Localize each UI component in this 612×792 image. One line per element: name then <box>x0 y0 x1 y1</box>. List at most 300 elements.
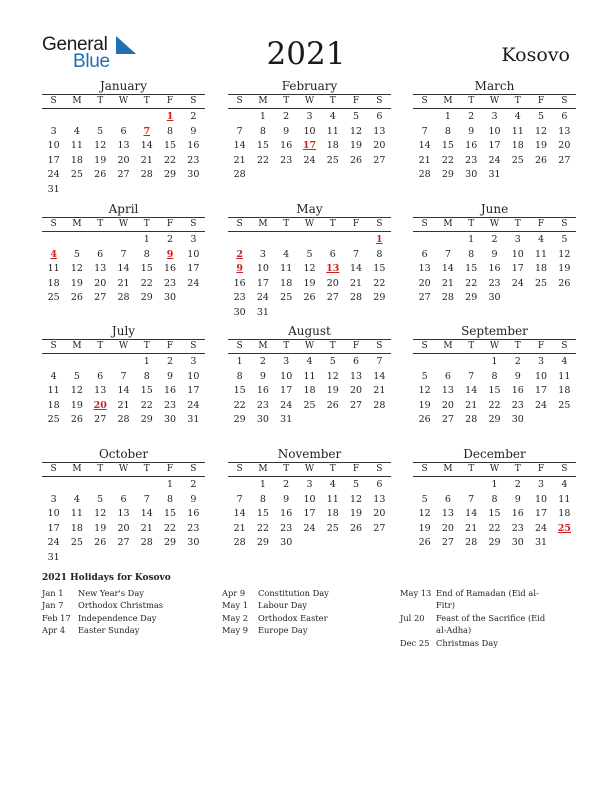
day-empty <box>228 110 251 125</box>
holiday-date: Jul 20 <box>400 612 425 623</box>
weekday-label: T <box>329 96 336 106</box>
day-grid <box>413 354 576 428</box>
holiday-item <box>222 599 392 611</box>
day-cell: 28 <box>350 292 363 304</box>
day-cell: 27 <box>117 537 130 549</box>
holiday-name: Labour Day <box>258 600 307 611</box>
day-cell: 15 <box>488 385 501 397</box>
day-cell: 24 <box>280 399 293 411</box>
day-cell: 5 <box>353 111 360 122</box>
day-cell: 25 <box>558 399 571 411</box>
day-cell: 2 <box>190 479 197 490</box>
day-cell: 13 <box>441 508 454 520</box>
day-cell: 9 <box>514 370 521 382</box>
day-cell: 14 <box>117 263 130 275</box>
weekday-label: W <box>489 96 500 106</box>
day-cell: 13 <box>350 370 363 382</box>
day-cell: 16 <box>465 140 478 152</box>
day-cell: 7 <box>421 125 428 137</box>
day-cell: 10 <box>256 263 269 275</box>
day-cell: 10 <box>47 508 60 520</box>
day-cell: 1 <box>143 356 150 367</box>
day-grid <box>42 232 205 306</box>
holiday-name: Europe Day <box>258 625 308 636</box>
day-cell: 22 <box>140 399 153 411</box>
day-cell: 18 <box>70 522 83 534</box>
holiday-list <box>42 573 582 648</box>
day-cell: 30 <box>280 537 293 549</box>
day-cell: 20 <box>373 508 386 520</box>
day-cell: 6 <box>329 248 336 260</box>
day-cell: 30 <box>164 292 177 304</box>
weekday-label: S <box>421 96 428 106</box>
day-cell: 30 <box>187 169 200 181</box>
weekday-label: T <box>283 219 290 229</box>
weekday-label: T <box>143 96 150 106</box>
day-cell: 2 <box>283 479 290 490</box>
day-cell: 28 <box>373 399 386 411</box>
day-cell: 6 <box>97 248 104 260</box>
day-cell: 29 <box>140 414 153 426</box>
holiday-item <box>400 612 550 637</box>
day-cell: 16 <box>164 385 177 397</box>
month-june <box>413 202 576 306</box>
day-cell: 15 <box>256 140 269 152</box>
weekday-header <box>228 95 391 109</box>
day-empty <box>436 478 459 493</box>
day-cell: 30 <box>511 537 524 549</box>
day-cell: 20 <box>94 277 107 289</box>
day-cell: 18 <box>303 385 316 397</box>
holiday-item <box>222 587 392 599</box>
day-cell: 13 <box>373 493 386 505</box>
day-cell: 18 <box>558 385 571 397</box>
day-empty <box>65 355 88 370</box>
day-cell: 2 <box>514 479 521 490</box>
weekday-label: F <box>537 464 545 474</box>
day-cell: 21 <box>233 154 246 166</box>
holiday-column <box>222 587 392 637</box>
day-cell: 18 <box>326 140 339 152</box>
day-cell: 24 <box>256 292 269 304</box>
day-cell: 5 <box>421 493 428 505</box>
weekday-label: T <box>283 96 290 106</box>
day-cell: 30 <box>256 414 269 426</box>
weekday-label: W <box>489 219 500 229</box>
day-cell: 29 <box>164 169 177 181</box>
day-cell: 28 <box>117 292 130 304</box>
weekday-label: S <box>561 341 568 351</box>
day-cell: 7 <box>236 125 243 137</box>
day-cell: 15 <box>233 385 246 397</box>
day-cell: 17 <box>187 263 200 275</box>
weekday-label: W <box>118 341 129 351</box>
day-cell: 7 <box>444 248 451 260</box>
weekday-header <box>228 218 391 232</box>
day-cell: 19 <box>535 140 548 152</box>
day-cell: 7 <box>353 248 360 260</box>
day-cell: 26 <box>94 169 107 181</box>
holiday-date: Jan 1 <box>42 588 64 598</box>
day-cell: 24 <box>187 399 200 411</box>
weekday-label: S <box>376 464 383 474</box>
day-cell: 19 <box>303 277 316 289</box>
weekday-label: F <box>352 219 360 229</box>
holiday-date: Dec 25 <box>400 637 430 648</box>
month-november <box>228 447 391 551</box>
day-cell: 1 <box>167 479 174 490</box>
weekday-header <box>228 463 391 477</box>
day-cell: 17 <box>488 140 501 152</box>
weekday-label: S <box>236 464 243 474</box>
holiday-item <box>42 599 212 611</box>
weekday-label: T <box>143 219 150 229</box>
day-cell: 27 <box>373 522 386 534</box>
day-cell: 10 <box>488 125 501 137</box>
day-cell: 28 <box>233 537 246 549</box>
logo-general-text: General <box>42 34 108 55</box>
weekday-label: T <box>514 464 521 474</box>
weekday-label: F <box>537 341 545 351</box>
day-grid <box>228 477 391 551</box>
holiday-item <box>42 612 212 624</box>
day-cell: 16 <box>488 263 501 275</box>
holiday-name: Orthodox Christmas <box>78 600 164 611</box>
weekday-label: T <box>97 219 104 229</box>
country-name: Kosovo <box>501 44 570 66</box>
day-cell: 5 <box>306 248 313 260</box>
weekday-label: F <box>537 96 545 106</box>
day-cell: 14 <box>465 385 478 397</box>
day-cell: 30 <box>164 414 177 426</box>
day-cell: 15 <box>164 508 177 520</box>
day-grid <box>42 109 205 198</box>
weekday-label: M <box>443 96 453 106</box>
day-cell: 5 <box>538 111 545 122</box>
weekday-label: M <box>443 464 453 474</box>
day-cell: 15 <box>373 263 386 275</box>
weekday-label: F <box>166 96 174 106</box>
weekday-label: S <box>190 96 197 106</box>
day-cell: 9 <box>468 125 475 137</box>
day-empty <box>228 233 251 248</box>
day-empty <box>112 355 135 370</box>
day-cell: 4 <box>306 356 313 367</box>
weekday-label: M <box>258 464 268 474</box>
day-empty <box>275 233 298 248</box>
day-cell: 12 <box>558 248 571 260</box>
day-cell: 28 <box>117 414 130 426</box>
day-cell: 11 <box>47 263 60 275</box>
day-cell: 25 <box>535 277 548 289</box>
day-cell: 10 <box>511 248 524 260</box>
day-cell: 2 <box>167 234 174 245</box>
day-cell: 9 <box>167 370 174 382</box>
day-cell: 5 <box>353 479 360 490</box>
weekday-label: T <box>283 341 290 351</box>
day-cell: 24 <box>303 522 316 534</box>
holiday-day: 1 <box>166 111 174 122</box>
day-cell: 30 <box>511 414 524 426</box>
day-grid <box>228 109 391 183</box>
day-cell: 19 <box>558 263 571 275</box>
weekday-label: T <box>468 341 475 351</box>
day-cell: 30 <box>488 292 501 304</box>
day-empty <box>42 110 65 125</box>
day-cell: 4 <box>561 479 568 490</box>
day-cell: 15 <box>488 508 501 520</box>
day-cell: 18 <box>47 277 60 289</box>
day-cell: 31 <box>187 414 200 426</box>
weekday-label: S <box>421 341 428 351</box>
day-cell: 13 <box>94 385 107 397</box>
weekday-label: S <box>50 341 57 351</box>
day-cell: 13 <box>373 125 386 137</box>
day-cell: 2 <box>259 356 266 367</box>
day-cell: 18 <box>511 140 524 152</box>
day-cell: 13 <box>94 263 107 275</box>
day-cell: 3 <box>50 125 57 137</box>
weekday-label: T <box>468 96 475 106</box>
day-cell: 2 <box>468 111 475 122</box>
day-cell: 7 <box>236 493 243 505</box>
holiday-column <box>400 587 550 649</box>
day-empty <box>89 233 112 248</box>
day-cell: 12 <box>535 125 548 137</box>
holiday-day: 13 <box>326 263 340 275</box>
day-cell: 2 <box>491 234 498 245</box>
day-cell: 13 <box>117 508 130 520</box>
day-cell: 31 <box>47 551 60 563</box>
day-empty <box>89 478 112 493</box>
day-cell: 10 <box>535 493 548 505</box>
day-cell: 18 <box>280 277 293 289</box>
day-cell: 21 <box>233 522 246 534</box>
day-cell: 24 <box>511 277 524 289</box>
day-cell: 10 <box>187 248 200 260</box>
day-cell: 23 <box>256 399 269 411</box>
day-cell: 25 <box>47 414 60 426</box>
day-empty <box>413 233 436 248</box>
day-cell: 27 <box>441 414 454 426</box>
day-cell: 2 <box>190 111 197 122</box>
weekday-header <box>413 95 576 109</box>
month-title: October <box>42 447 205 463</box>
weekday-label: W <box>304 341 315 351</box>
day-cell: 22 <box>488 522 501 534</box>
holiday-list-title: 2021 Holidays for Kosovo <box>42 573 171 583</box>
day-cell: 30 <box>233 306 246 318</box>
day-cell: 13 <box>418 263 431 275</box>
month-title: September <box>413 324 576 340</box>
day-empty <box>413 355 436 370</box>
weekday-label: M <box>258 96 268 106</box>
day-cell: 15 <box>140 263 153 275</box>
day-cell: 12 <box>350 125 363 137</box>
day-cell: 28 <box>233 169 246 181</box>
day-cell: 25 <box>303 399 316 411</box>
day-cell: 19 <box>418 399 431 411</box>
day-cell: 12 <box>418 508 431 520</box>
day-cell: 5 <box>97 493 104 505</box>
day-empty <box>42 233 65 248</box>
weekday-label: S <box>190 341 197 351</box>
day-cell: 1 <box>491 356 498 367</box>
month-title: August <box>228 324 391 340</box>
day-cell: 10 <box>187 370 200 382</box>
day-cell: 11 <box>558 370 571 382</box>
day-cell: 25 <box>326 522 339 534</box>
weekday-label: M <box>258 341 268 351</box>
holiday-name: Constitution Day <box>258 588 329 598</box>
weekday-label: S <box>376 96 383 106</box>
day-cell: 29 <box>164 537 177 549</box>
weekday-label: F <box>166 341 174 351</box>
holiday-date: Apr 4 <box>42 625 66 636</box>
day-cell: 29 <box>373 292 386 304</box>
day-cell: 23 <box>280 154 293 166</box>
day-cell: 28 <box>140 537 153 549</box>
weekday-label: M <box>72 219 82 229</box>
day-cell: 6 <box>353 356 360 367</box>
weekday-label: W <box>118 96 129 106</box>
weekday-label: T <box>514 341 521 351</box>
day-cell: 13 <box>441 385 454 397</box>
day-cell: 15 <box>465 263 478 275</box>
day-cell: 12 <box>350 493 363 505</box>
day-empty <box>413 478 436 493</box>
month-may <box>228 202 391 321</box>
weekday-header <box>42 463 205 477</box>
day-cell: 22 <box>164 154 177 166</box>
day-cell: 3 <box>50 493 57 505</box>
day-cell: 9 <box>259 370 266 382</box>
day-cell: 23 <box>280 522 293 534</box>
day-cell: 28 <box>465 414 478 426</box>
day-cell: 13 <box>558 125 571 137</box>
day-cell: 11 <box>326 125 339 137</box>
day-cell: 23 <box>511 399 524 411</box>
day-cell: 21 <box>140 522 153 534</box>
day-cell: 5 <box>421 370 428 382</box>
holiday-day: 7 <box>143 125 151 137</box>
month-title: June <box>413 202 576 218</box>
weekday-label: S <box>561 96 568 106</box>
day-cell: 5 <box>97 125 104 137</box>
day-cell: 27 <box>441 537 454 549</box>
weekday-label: T <box>514 96 521 106</box>
day-cell: 23 <box>511 522 524 534</box>
holiday-date: May 2 <box>222 612 249 623</box>
month-october <box>42 447 205 566</box>
day-cell: 9 <box>190 125 197 137</box>
day-cell: 6 <box>561 111 568 122</box>
day-cell: 23 <box>164 277 177 289</box>
day-cell: 16 <box>256 385 269 397</box>
day-grid <box>42 354 205 428</box>
day-empty <box>413 110 436 125</box>
day-cell: 3 <box>283 356 290 367</box>
holiday-name: New Year's Day <box>78 588 144 598</box>
day-cell: 27 <box>350 399 363 411</box>
day-cell: 3 <box>491 111 498 122</box>
day-cell: 25 <box>511 154 524 166</box>
holiday-day: 9 <box>236 263 243 275</box>
day-cell: 26 <box>303 292 316 304</box>
day-cell: 19 <box>418 522 431 534</box>
day-cell: 16 <box>187 508 200 520</box>
day-cell: 23 <box>233 292 246 304</box>
day-cell: 11 <box>326 493 339 505</box>
day-cell: 27 <box>94 292 107 304</box>
weekday-label: T <box>97 464 104 474</box>
day-cell: 8 <box>167 493 174 505</box>
day-cell: 12 <box>326 370 339 382</box>
day-cell: 7 <box>468 370 475 382</box>
weekday-label: F <box>537 219 545 229</box>
day-empty <box>135 110 158 125</box>
month-september <box>413 324 576 428</box>
holiday-day: 25 <box>557 522 571 534</box>
weekday-label: S <box>421 464 428 474</box>
day-cell: 27 <box>117 169 130 181</box>
day-cell: 8 <box>491 370 498 382</box>
day-cell: 8 <box>468 248 475 260</box>
day-cell: 22 <box>373 277 386 289</box>
day-cell: 8 <box>236 370 243 382</box>
day-cell: 19 <box>350 508 363 520</box>
day-cell: 27 <box>418 292 431 304</box>
day-cell: 19 <box>94 154 107 166</box>
day-cell: 19 <box>70 277 83 289</box>
day-cell: 28 <box>465 537 478 549</box>
holiday-day: 17 <box>302 140 317 152</box>
day-cell: 11 <box>303 370 316 382</box>
day-empty <box>112 110 135 125</box>
day-cell: 27 <box>373 154 386 166</box>
weekday-label: F <box>352 96 360 106</box>
day-cell: 24 <box>535 522 548 534</box>
day-cell: 10 <box>303 125 316 137</box>
month-title: July <box>42 324 205 340</box>
day-cell: 4 <box>73 125 80 137</box>
day-cell: 28 <box>140 169 153 181</box>
day-cell: 25 <box>70 169 83 181</box>
day-cell: 6 <box>421 248 428 260</box>
day-grid <box>228 232 391 321</box>
day-cell: 14 <box>465 508 478 520</box>
day-cell: 8 <box>376 248 383 260</box>
day-cell: 25 <box>70 537 83 549</box>
day-cell: 21 <box>373 385 386 397</box>
month-title: November <box>228 447 391 463</box>
day-cell: 11 <box>70 140 83 152</box>
month-title: May <box>228 202 391 218</box>
day-cell: 31 <box>256 306 269 318</box>
day-cell: 3 <box>306 479 313 490</box>
day-cell: 2 <box>283 111 290 122</box>
day-cell: 4 <box>50 370 57 382</box>
day-cell: 26 <box>558 277 571 289</box>
day-cell: 17 <box>511 263 524 275</box>
day-cell: 8 <box>143 248 150 260</box>
weekday-label: T <box>468 219 475 229</box>
day-cell: 3 <box>306 111 313 122</box>
day-cell: 2 <box>514 356 521 367</box>
day-empty <box>65 233 88 248</box>
day-cell: 12 <box>303 263 316 275</box>
day-cell: 11 <box>511 125 524 137</box>
